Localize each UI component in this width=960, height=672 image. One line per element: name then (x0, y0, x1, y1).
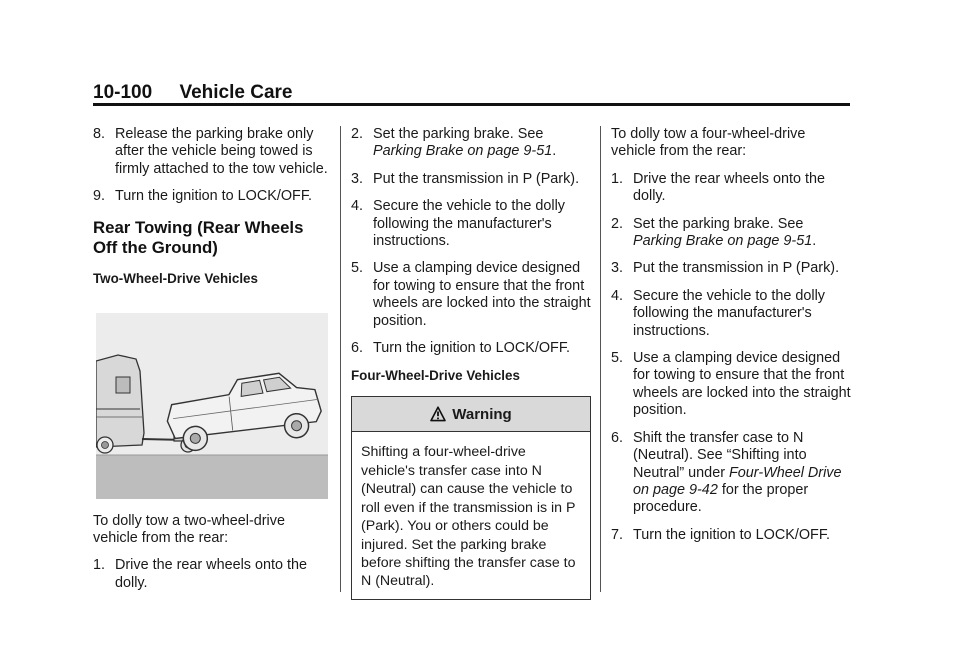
warning-title: Warning (452, 405, 512, 423)
page-reference-link[interactable]: Parking Brake on page 9-51 (373, 143, 553, 160)
item-text: Secure the vehicle to the dolly following the manufacturer's instructions. (633, 287, 825, 339)
list-item (351, 260, 591, 330)
column-divider-2 (600, 126, 601, 592)
intro-text: To dolly tow a four-wheel-drive vehicle from the rear: (611, 126, 806, 160)
warning-header (352, 397, 590, 432)
item-text: Put the transmission in P (Park). (633, 260, 840, 277)
item-text: Drive the rear wheels onto the dolly. (633, 170, 825, 205)
column-3 (611, 126, 851, 554)
item-number: 3. (351, 170, 364, 187)
subheading: Two-Wheel-Drive Vehicles (93, 270, 258, 286)
item-number: 1. (93, 557, 106, 574)
item-text: Drive the rear wheels onto the dolly. (115, 557, 307, 591)
item-text: Release the parking brake only after the vehicle being towed is firmly attached to the tow vehicle. (115, 126, 328, 177)
item-text: Turn the ignition to LOCK/OFF. (633, 526, 831, 543)
item-number: 5. (611, 350, 624, 367)
item-number: 6. (351, 340, 364, 357)
list-item (611, 430, 851, 517)
item-number: 4. (351, 198, 364, 215)
list-item (611, 216, 851, 251)
item-text: Use a clamping device designed for towing to ensure that the front wheels are locked into the straight position. (633, 350, 851, 419)
page-reference-link[interactable]: Parking Brake on page 9-51 (633, 233, 813, 250)
section-title: Rear Towing (Rear Wheels Off the Ground) (93, 217, 304, 257)
list-item (611, 288, 851, 340)
list-item (611, 171, 851, 206)
item-number: 2. (611, 215, 624, 232)
item-text: Turn the ignition to LOCK/OFF. (115, 188, 313, 205)
warning-triangle-icon (430, 406, 446, 422)
item-text: Use a clamping device designed for towing to ensure that the front wheels are locked into the straight position. (373, 260, 591, 329)
item-text: Shift the transfer case to N (Neutral). See “Shifting into Neutral” under Four-Wheel Drive on page 9-42 for the proper procedure. (633, 429, 842, 516)
item-text: Set the parking brake. See Parking Brake on page 9-51. (373, 126, 557, 160)
item-number: 9. (93, 188, 106, 205)
page-reference-link[interactable]: Four-Wheel Drive on page 9-42 (633, 464, 842, 498)
column-1 (93, 126, 328, 602)
column-2 (351, 126, 591, 600)
list-item (611, 527, 851, 544)
item-number: 3. (611, 260, 624, 277)
page-number: 10-100 (93, 82, 153, 103)
list-item (351, 171, 591, 188)
warning-box (351, 396, 591, 599)
list-item (93, 557, 328, 592)
intro-text: To dolly tow a two-wheel-drive vehicle from the rear: (93, 512, 285, 547)
list-item (611, 260, 851, 277)
item-text: Put the transmission in P (Park). (373, 170, 580, 187)
column-divider-1 (340, 126, 341, 592)
list-item (93, 188, 328, 205)
list-item (93, 126, 328, 178)
header-rule (93, 103, 850, 106)
item-number: 7. (611, 526, 624, 543)
item-number: 8. (93, 126, 106, 142)
item-number: 4. (611, 287, 624, 304)
list-item (351, 126, 591, 161)
chapter-title: Vehicle Care (179, 82, 293, 103)
item-text: Secure the vehicle to the dolly following the manufacturer's instructions. (373, 198, 565, 250)
item-text: Turn the ignition to LOCK/OFF. (373, 340, 571, 357)
list-item (611, 350, 851, 420)
warning-text: Shifting a four-wheel-drive vehicle's transfer case into N (Neutral) can cause the vehicle to roll even if the transmission is in P (Park). You or others could be injured. Set the parking brake before shifting the transfer case to N (Neutral). (361, 444, 576, 590)
subheading: Four-Wheel-Drive Vehicles (351, 368, 520, 384)
item-text: Set the parking brake. See Parking Brake on page 9-51. (633, 215, 817, 250)
item-number: 1. (611, 170, 624, 187)
item-number: 5. (351, 260, 364, 277)
list-item (351, 198, 591, 250)
list-item (351, 340, 591, 357)
towing-illustration (96, 313, 328, 499)
item-number: 6. (611, 429, 624, 446)
item-number: 2. (351, 126, 364, 142)
